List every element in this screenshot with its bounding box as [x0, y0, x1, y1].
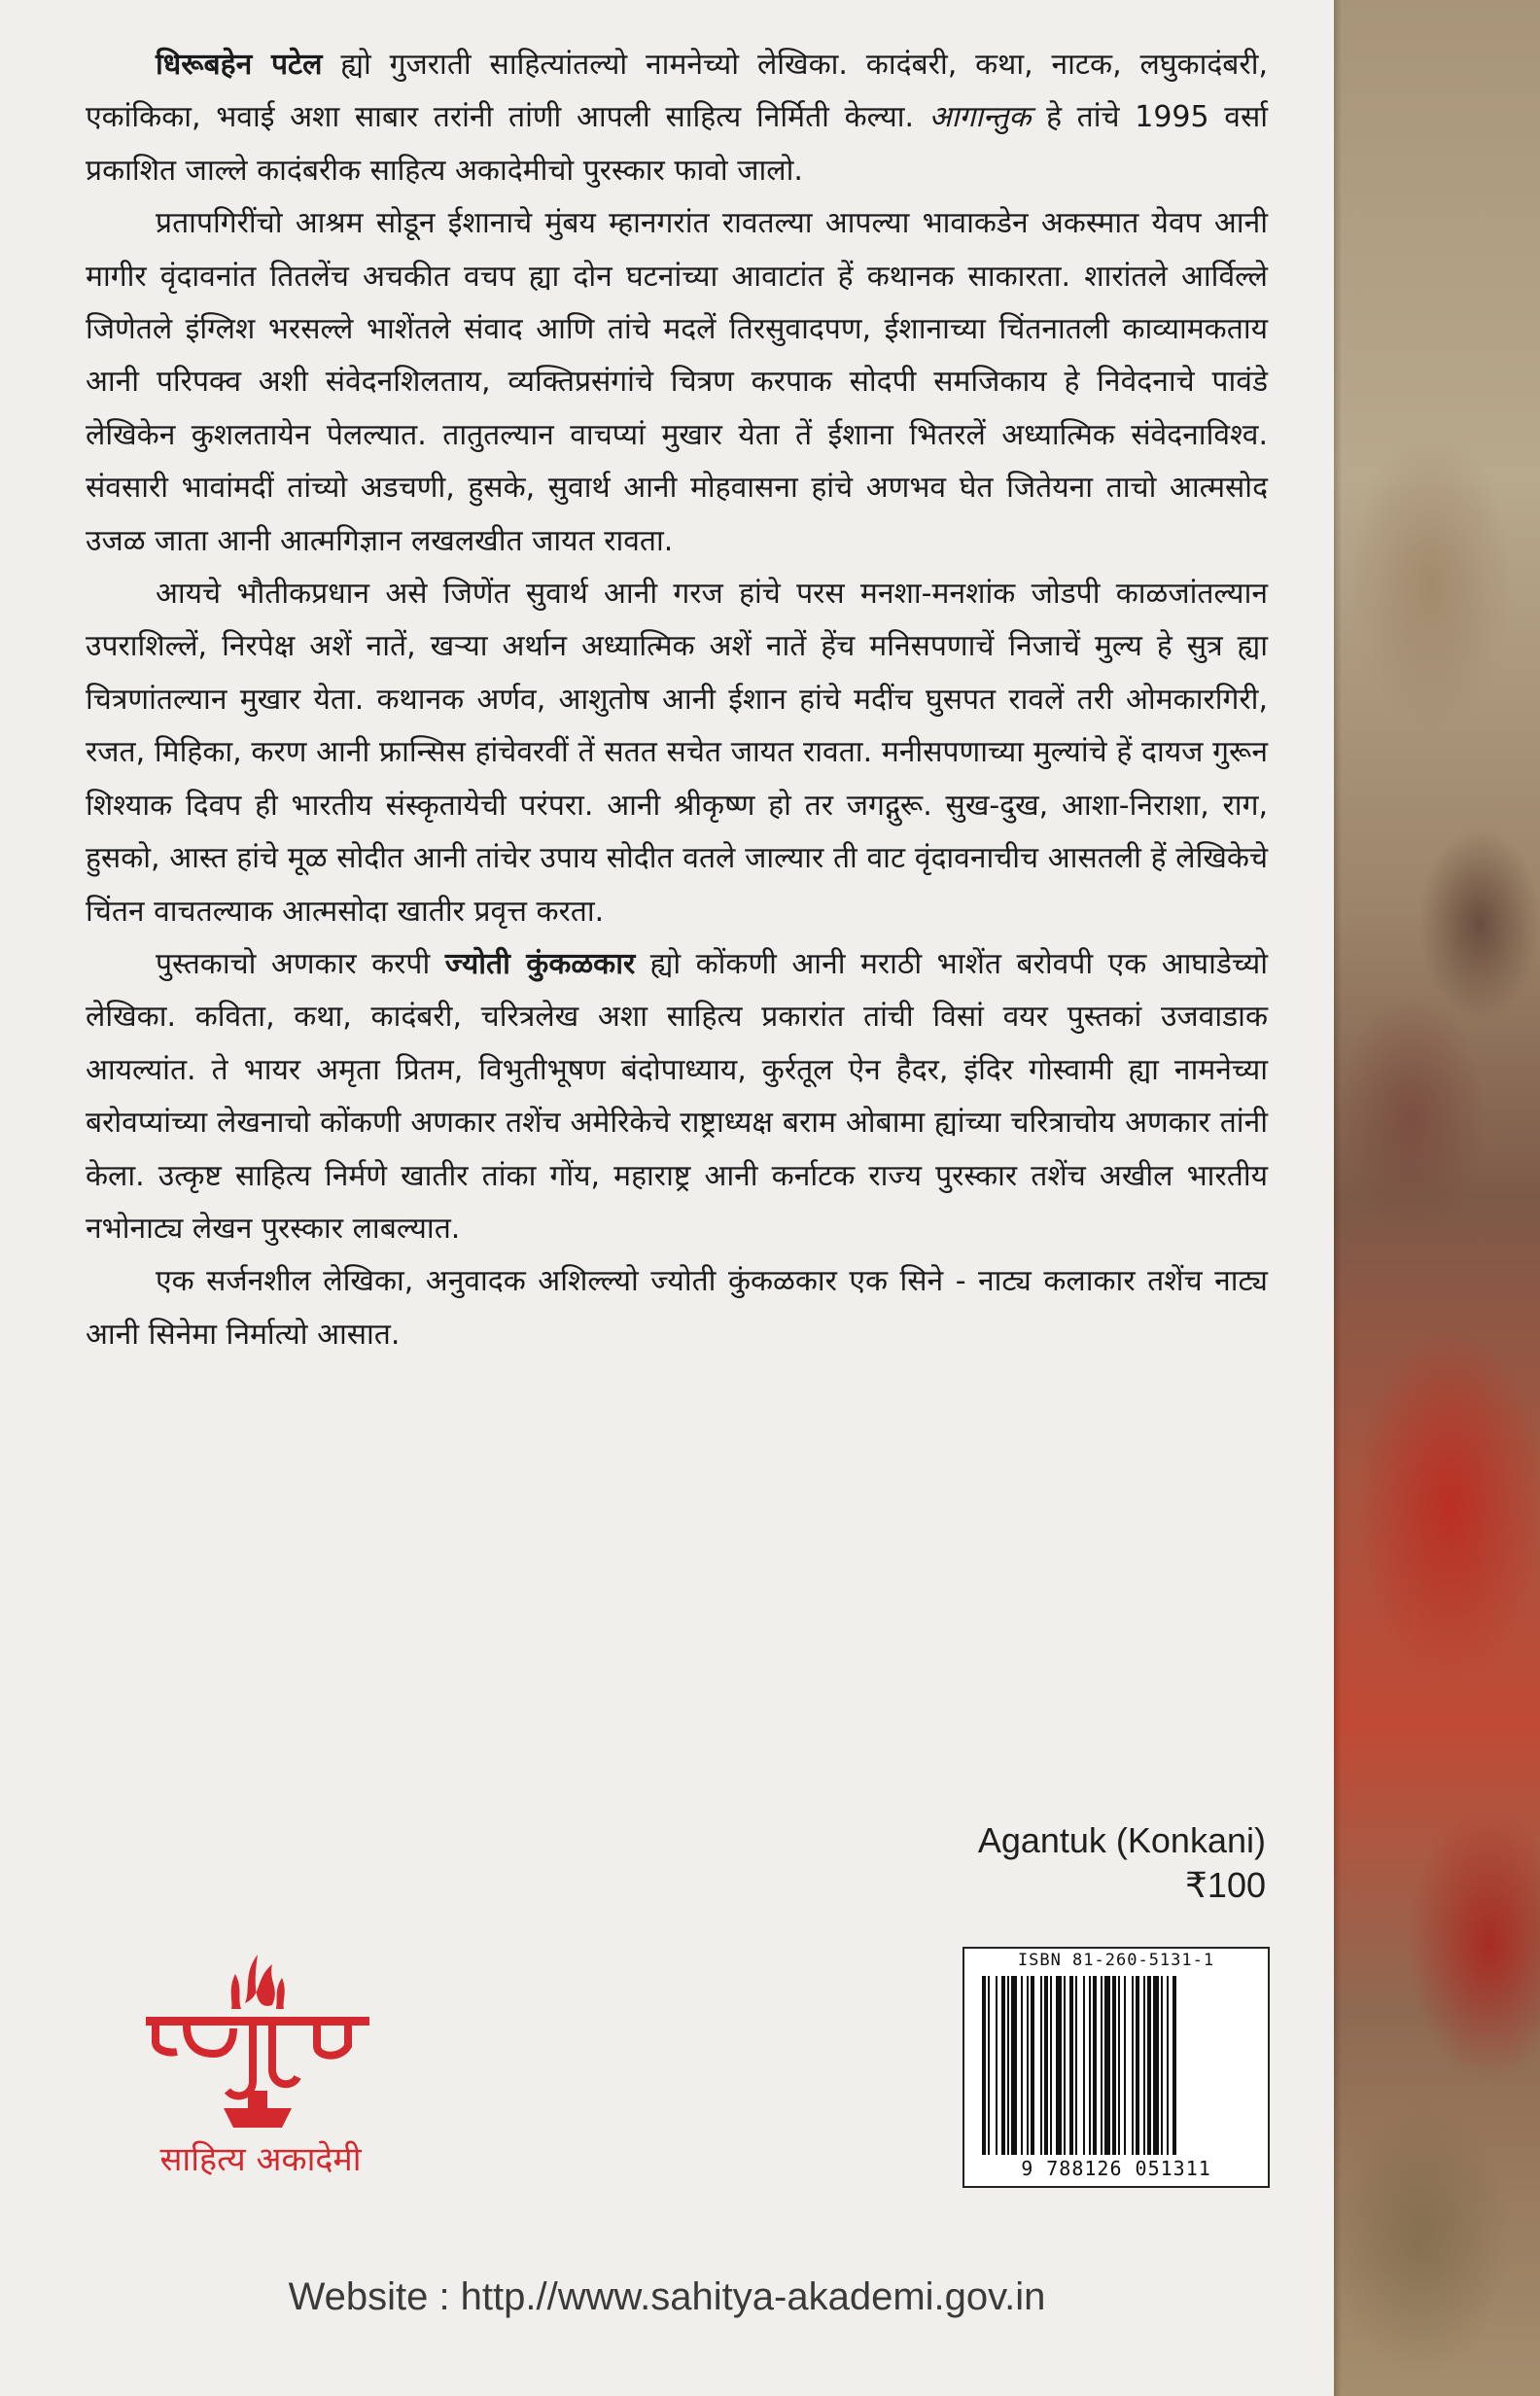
paragraph-text: ह्यो गुजराती साहित्यांतल्यो नामनेच्यो लेखिका. कादंबरी, कथा, नाटक, लघुकादंबरी, एकांकिका, भवाई अशा साबार तरांनी तांणी आपली साहित्य निर्मिती केल्या.: [86, 48, 1268, 135]
isbn-barcode: [962, 1947, 1270, 2188]
paragraph-theme: आयचे भौतीकप्रधान असे जिणेंत सुवार्थ आनी गरज हांचे परस मनशा-मनशांक जोडपी काळजांतल्यान उपराशिल्लें, निरपेक्ष अशें नातें, खऱ्या अर्थान अध्यात्मिक अशें नातें हेंच मनिसपणाचें निजाचें मुल्य हे सुत्र ह्या चित्रणांतल्यान मुखार येता. कथानक अर्णव, आशुतोष आनी ईशान हांचे मदींच घुसपत रावलें तरी ओमकारगिरी, रजत, मिहिका, करण आनी फ्रान्सिस हांचेवरवीं तें सतत सचेत जायत रावता. मनीसपणाच्या मुल्यांचे हें दायज गुरून शिश्याक दिवप ही भारतीय संस्कृतायेची परंपरा. आनी श्रीकृष्ण हो तर जगद्गुरू. सुख-दुख, आशा-निराशा, राग, हुसको, आस्त हांचे मूळ सोदीत आनी तांचेर उपाय सोदीत वतले जाल्यार ती वाट वृंदावनाचीच आसतली हें लेखिकेचे चिंतन वाचतल्याक आत्मसोदा खातीर प्रवृत्त करता.: [86, 577, 1268, 929]
cover-artwork-strip: [1334, 0, 1540, 2396]
author-name: धिरूबहेन पटेल: [156, 48, 323, 82]
paragraph-author-intro: [86, 39, 1268, 197]
book-title: Agantuk (Konkani): [977, 1820, 1266, 1860]
isbn-label: ISBN 81-260-5131-1: [1017, 1951, 1215, 1970]
publisher-website: Website : http.//www.sahitya-akademi.gov.in: [288, 2275, 1046, 2318]
paragraph-text: ह्यो कोंकणी आनी मराठी भाशेंत बरोवपी एक आघाडेच्यो लेखिका. कविता, कथा, कादंबरी, चरित्रलेख अशा साहित्य प्रकारांत तांची विसां वयर पुस्तकां उजवाडाक आयल्यांत. ते भायर अमृता प्रितम, विभुतीभूषण बंदोपाध्याय, कुर्रतूल ऐन हैदर, इंदिर गोस्वामी ह्या नामनेच्या बरोवप्यांच्या लेखनाचो कोंकणी अणकार तशेंच अमेरिकेचे राष्ट्राध्यक्ष बराम ओबामा ह्यांच्या चरित्राचोय अणकार तांनी केला. उत्कृष्ट साहित्य निर्मणे खातीर तांका गोंय, महाराष्ट्र आनी कर्नाटक राज्य पुरस्कार तशेंच अखील भारतीय नभोनाट्य लेखन पुरस्कार लाबल्यात.: [86, 946, 1268, 1246]
blurb-text: [86, 39, 1268, 1361]
ean-digits: 9 788126 051311: [1021, 2157, 1211, 2180]
book-info: [780, 1818, 1266, 1908]
book-title-italic: आगान्तुक: [928, 100, 1032, 135]
paragraph-translator: [86, 938, 1268, 1255]
translator-name: ज्योती कुंकळकार: [444, 946, 636, 981]
book-price: ₹100: [1185, 1865, 1266, 1905]
barcode-bars-icon: [982, 1976, 1250, 2155]
paragraph-plot: प्रतापगिरींचो आश्रम सोडून ईशानाचे मुंबय म्हानगरांत रावतल्या आपल्या भावाकडेन अकस्मात येवप आनी मागीर वृंदावनांत तितलेंच अचकीत वचप ह्या दोन घटनांच्या आवाटांत हें कथानक साकारता. शारांतले आर्विल्ले जिणेतले इंग्लिश भरसल्ले भाशेंतले संवाद आणि तांचे मदलें तिरसुवादपण, ईशानाच्या चिंतनातली काव्यामकताय आनी परिपक्व अशी संवेदनशिलताय, व्यक्तिप्रसंगांचे चित्रण करपाक सोदपी समजिकाय हे निवेदनाचे पावंडे लेखिकेन कुशलतायेन पेलल्यात. तातुतल्यान वाचप्यां मुखार येता तें ईशाना भितरलें अध्यात्मिक संवेदनाविश्व. संवसारी भावांमदीं तांच्यो अडचणी, हुसके, सुवार्थ आनी मोहवासना हांचे अणभव घेत जितेयना ताचो आत्मसोद उजळ जाता आनी आत्मगिज्ञान लखलखीत जायत रावता.: [86, 206, 1268, 558]
paragraph-translator-closing: एक सर्जनशील लेखिका, अनुवादक अशिल्ल्यो ज्योती कुंकळकार एक सिने - नाट्य कलाकार तशेंच नाट्य आनी सिनेमा निर्मात्यो आसात.: [86, 1264, 1268, 1352]
publisher-name: साहित्य अकादेमी: [159, 2140, 362, 2179]
paragraph-text: हे तांचे 1995 वर्सा प्रकाशित जाल्ले कादंबरीक साहित्य अकादेमीचो पुरस्कार फावो जालो.: [86, 100, 1268, 188]
paragraph-text: पुस्तकाचो अणकार करपी: [156, 946, 445, 981]
cover-fold-shadow: [1334, 0, 1342, 2396]
lamp-logo-icon: [126, 1945, 389, 2139]
